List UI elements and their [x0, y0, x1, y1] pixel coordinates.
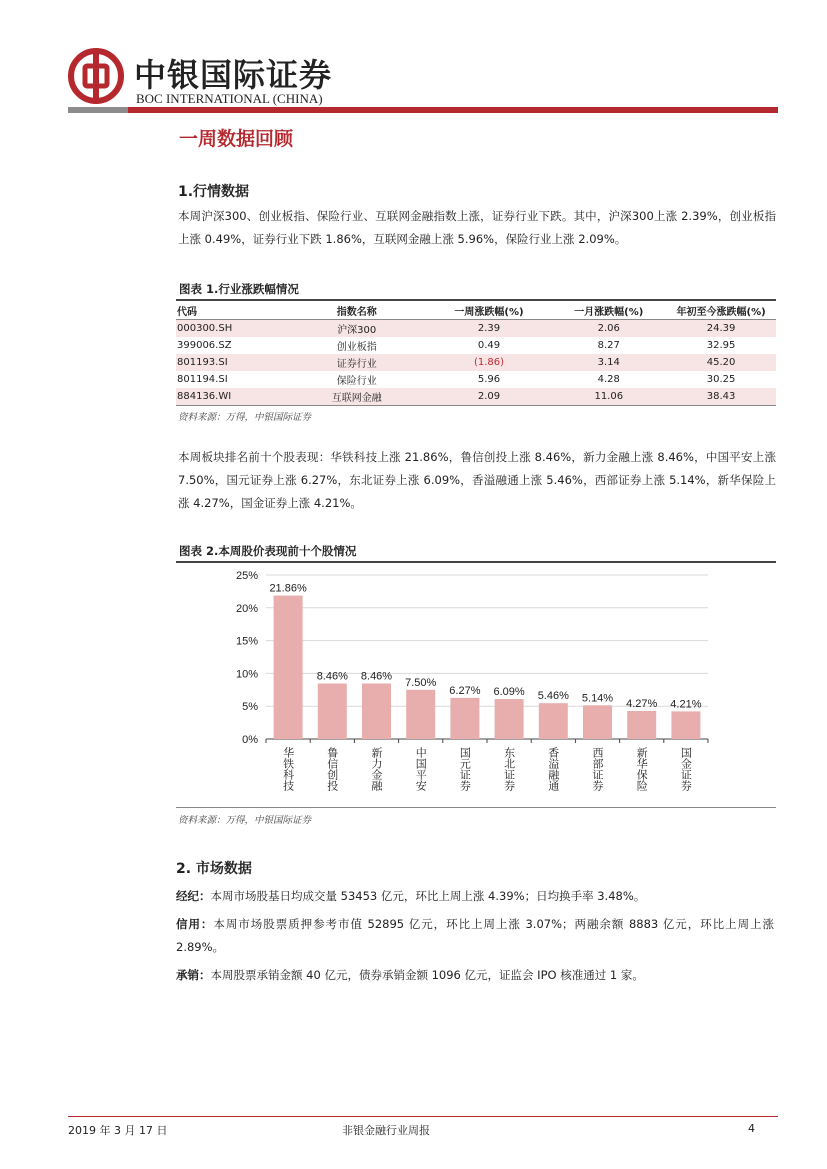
brokerage-label: 经纪： — [176, 889, 211, 903]
y-tick-label: 25% — [235, 570, 258, 582]
cell-code: 801193.SI — [176, 354, 287, 371]
credit-text: 本周市场股票质押参考市值 52895 亿元，环比上周上涨 3.07%；两融余额 8883 亿元，环比上周上涨 2.89%。 — [176, 917, 775, 954]
cell-month: 11.06 — [551, 388, 666, 406]
cell-week: 2.09 — [427, 388, 552, 406]
chart-source: 资料来源：万得，中银国际证券 — [178, 815, 312, 826]
brokerage-text: 本周市场股基日均成交量 53453 亿元，环比上周上涨 4.39%；日均换手率 3.48%。 — [210, 889, 646, 903]
cell-code: 801194.SI — [177, 374, 228, 385]
boc-logo-icon — [68, 48, 124, 104]
col-header-code: 代码 — [176, 300, 287, 320]
cell-name: 证券行业 — [287, 354, 427, 371]
underwriting-label: 承销： — [176, 968, 211, 982]
table1-source: 资料来源：万得，中银国际证券 — [178, 412, 312, 423]
credit-label: 信用： — [176, 917, 214, 931]
bar-data-label: 6.09% — [493, 686, 525, 699]
table-row — [176, 337, 776, 354]
cell-name: 互联网金融 — [287, 388, 427, 406]
cell-week-negative: (1.86) — [427, 354, 552, 371]
bar-data-label: 7.50% — [405, 676, 437, 689]
x-category-label: 鲁信创投 — [325, 747, 339, 791]
bar — [362, 684, 391, 739]
bar — [274, 596, 303, 739]
table-row — [176, 320, 776, 338]
bar — [627, 711, 656, 739]
brand-name-cn: 中银国际证券 — [134, 56, 333, 94]
bar-data-label: 8.46% — [316, 670, 348, 683]
bar-data-label: 8.46% — [360, 670, 393, 683]
chart-bottom-rule — [176, 807, 776, 808]
cell-week: 2.39 — [427, 320, 552, 338]
footer-rule — [68, 1116, 778, 1117]
x-category-label: 东北证券 — [502, 747, 516, 791]
col-header-week: 一周涨跌幅(%) — [427, 300, 552, 320]
underwriting-text: 本周股票承销金额 40 亿元，债券承销金额 1096 亿元，证监会 IPO 核准通过 1 家。 — [210, 968, 644, 982]
header-rule-red — [128, 107, 778, 113]
cell-ytd: 24.39 — [666, 320, 776, 338]
y-tick-label: 10% — [235, 668, 258, 681]
bar — [495, 699, 524, 739]
cell-ytd: 38.43 — [666, 388, 776, 406]
bar-data-label: 4.21% — [670, 698, 702, 711]
market-paragraph: 本周沪深300、创业板指、保险行业、互联网金融指数上涨，证券行业下跌。其中，沪深300上涨 2.39%，创业板指上涨 0.49%，证券行业下跌 1.86%，互联网金融上涨 5.96%，保险行业上涨 2.09%。 — [178, 209, 776, 246]
header-rule-gray — [68, 107, 128, 113]
x-category-label: 国元证券 — [458, 747, 472, 791]
brand-name-en: BOC INTERNATIONAL (CHINA) — [136, 91, 323, 106]
x-category-label: 新华保险 — [635, 747, 649, 791]
cell-code: 399006.SZ — [177, 340, 232, 351]
cell-week: 5.96 — [477, 374, 501, 385]
footer-date: 2019 年 3 月 17 日 — [68, 1124, 168, 1137]
bar-data-label: 21.86% — [269, 582, 307, 595]
x-category-label: 西部证券 — [591, 747, 604, 791]
bar — [450, 698, 479, 739]
bar-data-label: 6.27% — [449, 684, 481, 697]
market2-heading: 2. 市场数据 — [176, 861, 252, 877]
cell-name: 创业板指 — [336, 342, 377, 353]
industry-change-table — [176, 299, 776, 406]
bar — [671, 711, 700, 739]
cell-ytd: 45.20 — [666, 354, 776, 371]
chart-caption-rule — [176, 561, 776, 563]
stocks-paragraph: 本周板块排名前十个股表现：华铁科技上涨 21.86%，鲁信创投上涨 8.46%，新力金融上涨 8.46%，中国平安上涨 7.50%，国元证券上涨 6.27%，东北证券上涨 6.09%，香溢融通上涨 5.46%，西部证券上涨 5.14%，新华保险上涨 4.27%，国金证券上涨 4.21%。 — [178, 450, 776, 510]
table-row — [176, 388, 776, 406]
bar-data-label: 4.27% — [626, 697, 658, 710]
cell-code: 000300.SH — [176, 320, 287, 338]
x-category-label: 华铁科技 — [281, 747, 295, 791]
top10-stocks-bar-chart — [176, 564, 776, 809]
cell-ytd: 32.95 — [706, 340, 736, 351]
section-title: 一周数据回顾 — [179, 128, 294, 150]
cell-ytd: 30.25 — [706, 374, 736, 385]
x-category-label: 中国平安 — [414, 747, 428, 791]
table-row — [176, 354, 776, 371]
footer-report-name: 非银金融行业周报 — [342, 1124, 430, 1137]
footer-page-number: 4 — [748, 1122, 755, 1135]
cell-code: 884136.WI — [176, 388, 287, 406]
col-header-ytd: 年初至今涨跌幅(%) — [666, 300, 776, 320]
cell-name: 沪深300 — [287, 320, 427, 338]
cell-week: 0.49 — [477, 340, 501, 351]
table1-caption: 图表 1.行业涨跌幅情况 — [179, 282, 299, 296]
cell-month: 8.27 — [597, 340, 620, 351]
cell-month: 2.06 — [551, 320, 666, 338]
cell-month: 3.14 — [551, 354, 666, 371]
chart-caption: 图表 2.本周股价表现前十个股情况 — [179, 544, 357, 558]
col-header-month: 一月涨跌幅(%) — [551, 300, 666, 320]
table-row — [176, 371, 776, 388]
x-category-label: 新力金融 — [370, 747, 383, 791]
x-category-label: 香溢融通 — [546, 747, 560, 791]
bar — [318, 684, 347, 739]
bar-data-label: 5.14% — [581, 692, 614, 705]
bar — [539, 703, 568, 739]
bar-data-label: 5.46% — [537, 690, 569, 703]
y-tick-label: 20% — [235, 602, 258, 615]
x-category-label: 国金证券 — [679, 747, 693, 791]
y-tick-label: 0% — [242, 734, 258, 746]
credit-paragraph — [176, 913, 774, 959]
y-tick-label: 15% — [235, 635, 258, 648]
underwriting-paragraph — [176, 964, 774, 987]
bar — [406, 690, 435, 739]
y-tick-label: 5% — [242, 701, 258, 714]
brokerage-paragraph — [176, 885, 774, 908]
cell-month: 4.28 — [597, 374, 620, 385]
col-header-name: 指数名称 — [287, 300, 427, 320]
table-header-row — [176, 300, 776, 320]
bar — [583, 705, 612, 739]
cell-name: 保险行业 — [336, 376, 377, 387]
market-heading: 1.行情数据 — [178, 184, 250, 200]
